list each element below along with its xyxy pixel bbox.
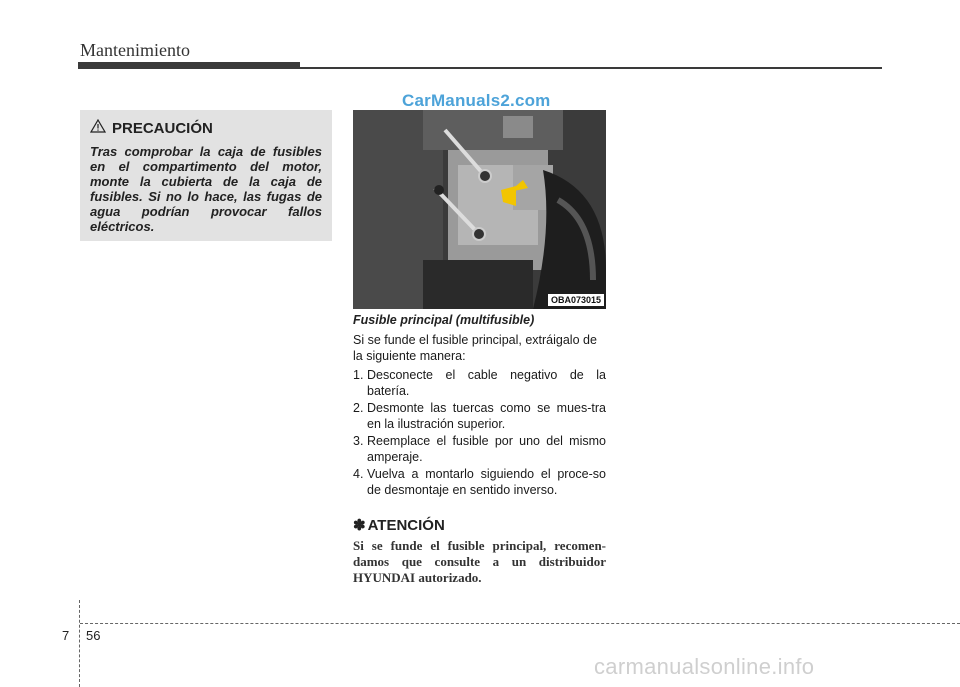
step-number: 1. <box>353 368 364 382</box>
warning-triangle-icon <box>90 119 106 138</box>
page-number: 56 <box>86 628 101 643</box>
list-item <box>353 400 606 432</box>
engine-fuse-photo <box>353 110 606 309</box>
step-number: 4. <box>353 467 364 481</box>
watermark-top[interactable]: CarManuals2.com <box>402 91 551 110</box>
section-intro: Si se funde el fusible principal, extráigalo de la siguiente manera: <box>353 333 597 363</box>
footer-vertical-divider <box>79 600 80 687</box>
watermark-bottom[interactable]: carmanualsonline.info <box>594 654 815 679</box>
steps-list <box>353 367 606 498</box>
fuse-box-illustration <box>353 110 606 309</box>
header-title: Mantenimiento <box>80 40 190 60</box>
step-number: 2. <box>353 401 364 415</box>
header-bar-thin <box>78 67 882 69</box>
main-content <box>353 313 606 586</box>
step-text: Desconecte el cable negativo de la batería. <box>367 368 606 398</box>
caution-title: PRECAUCIÓN <box>112 120 213 137</box>
caution-header <box>90 119 322 138</box>
step-text: Vuelva a montarlo siguiendo el proce-so de desmontaje en sentido inverso. <box>367 467 606 497</box>
photo-code: OBA073015 <box>548 294 604 306</box>
caution-box <box>80 110 332 241</box>
section-subheading: Fusible principal (multifusible) <box>353 313 535 327</box>
step-text: Reemplace el fusible por uno del mismo amperaje. <box>367 434 606 464</box>
caution-body: Tras comprobar la caja de fusibles en el compartimento del motor, monte la cubierta de la caja de fusibles. Si no lo hace, las fugas de agua podrían provocar fallos eléctricos. <box>90 144 322 234</box>
asterisk-icon: ✽ <box>353 517 366 534</box>
list-item <box>353 433 606 465</box>
footer-divider <box>80 623 960 624</box>
note-header <box>353 516 606 534</box>
note-body: Si se funde el fusible principal, recomen-damos que consulte a un distribuidor HYUNDAI autorizado. <box>353 538 606 585</box>
chapter-number: 7 <box>62 628 70 643</box>
step-number: 3. <box>353 434 364 448</box>
step-text: Desmonte las tuercas como se mues-tra en la ilustración superior. <box>367 401 606 431</box>
note-title: ATENCIÓN <box>367 516 445 534</box>
list-item <box>353 367 606 399</box>
list-item <box>353 466 606 498</box>
